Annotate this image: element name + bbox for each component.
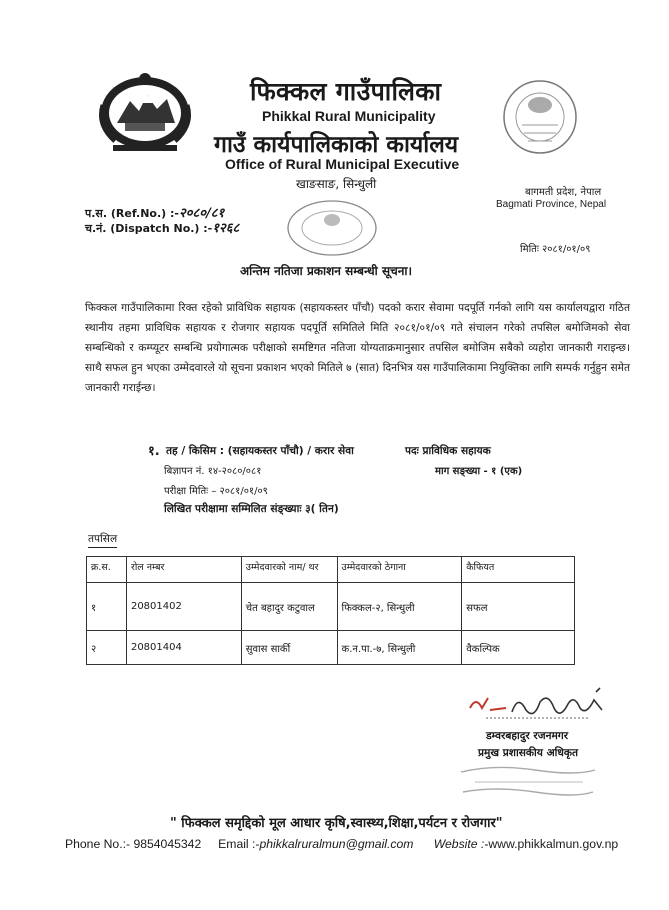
- name-cell: सुवास सार्की: [241, 631, 337, 665]
- municipality-title-np: फिक्कल गाउँपालिका: [250, 77, 442, 106]
- office-stamp-icon: [500, 75, 580, 165]
- serial-cell: १: [87, 583, 127, 631]
- header-remarks: कैफियत: [462, 557, 575, 583]
- exam-date: परीक्षा मितिः – २०८१/०१/०९: [164, 486, 268, 497]
- notice-body: फिक्कल गाउँपालिकामा रिक्त रहेको प्राविधिक सहायक (सहायकस्तर पाँचौ) पदको करार सेवामा पदपूर्ति गर्नको लागि यस कार्यालयद्वारा गठित स्थानीय तहमा प्राविधिक सहायक र रोजगार सहायक पदपूर्ति समितिले मिति २०८१/०१/०९ गते संचालन गरेको तपसिल बमोजिमको सेवा सम्बन्धिको र कम्प्यूटर सम्बन्धि प्रयोगात्मक परीक्षाको समष्टिगत नतिजा योग्यताक्रमानुसार तपसिल बमोजिम सबैको व्यहोरा जानकारी गराइन्छ। साथै सफल हुन भएका उम्मेदवारले यो सूचना प्रकाशन भएको मितिले ७ (सात) दिनभित्र यस गाउँपालिकामा नियुक्तिका लागि सम्पर्क गर्नुहुन समेत जानकारी गराईन्छ।: [85, 302, 630, 394]
- address-cell: फिक्कल-२, सिन्धुली: [337, 583, 462, 631]
- table-header-row: [87, 557, 575, 583]
- serial-cell: २: [87, 631, 127, 665]
- email-label: Email :-: [218, 837, 260, 851]
- website-url: www.phikkalmun.gov.np: [488, 837, 619, 851]
- phone-number: 9854045342: [133, 837, 202, 851]
- office-title-np: गाउँ कार्यपालिकाको कार्यालय: [214, 132, 459, 158]
- contact-footer: [65, 837, 618, 851]
- dispatch-number: [85, 218, 239, 236]
- notice-date: मितिः २०८१/०१/०९: [520, 244, 591, 255]
- nepal-emblem-icon: [95, 65, 195, 155]
- item-number: १.: [148, 444, 160, 459]
- roll-cell: 20801402: [126, 583, 241, 631]
- header-address: उम्मेदवारको ठेगाना: [337, 557, 462, 583]
- phone-label: Phone No.:-: [65, 837, 131, 851]
- dispatch-value: १२६८: [212, 221, 240, 236]
- province-en: Bagmati Province, Nepal: [496, 199, 607, 210]
- signer-name: डम्वरबहादुर रजनमगर: [486, 730, 569, 742]
- signature-stamp-icon: [455, 758, 600, 808]
- results-table: [86, 556, 575, 665]
- header-roll: रोल नम्बर: [126, 557, 241, 583]
- position-type: तह / किसिम : (सहायकस्तर पाँचौ) / करार सेवा: [166, 445, 354, 457]
- header-serial: क्र.स.: [87, 557, 127, 583]
- header-name: उम्मेदवारको नाम/ थर: [241, 557, 337, 583]
- office-title-en: Office of Rural Municipal Executive: [225, 156, 460, 172]
- advertisement-number: बिज्ञापन नं. १४-२०८०/०८१: [164, 466, 262, 477]
- notice-title: अन्तिम नतिजा प्रकाशन सम्बन्धी सूचना।: [240, 264, 413, 278]
- demand-count: माग सङ्ख्या - १ (एक): [435, 466, 523, 477]
- ref-label: प.स. (Ref.No.) :-: [85, 207, 179, 220]
- roll-cell: 20801404: [126, 631, 241, 665]
- email-address: phikkalruralmun@gmail.com: [259, 837, 414, 851]
- signature-icon: [468, 686, 618, 726]
- post-name: पदः प्राविधिक सहायक: [405, 445, 491, 457]
- ref-value: २०८०/८१: [178, 206, 225, 221]
- website-label: Website :-: [433, 837, 489, 851]
- dispatch-label: च.नं. (Dispatch No.) :-: [85, 222, 213, 235]
- table-row: [87, 583, 575, 631]
- remarks-cell: वैकल्पिक: [462, 631, 575, 665]
- address-cell: क.न.पा.-७, सिन्धुली: [337, 631, 462, 665]
- municipality-slogan: " फिक्कल समृद्दिको मूल आधार कृषि,स्वास्थ्य,शिक्षा,पर्यटन र रोजगार": [170, 816, 503, 831]
- tapasil-heading: तपसिल: [88, 532, 117, 548]
- municipality-title-en: Phikkal Rural Municipality: [262, 108, 436, 124]
- office-location: खाङसाङ, सिन्धुली: [296, 177, 377, 191]
- table-row: [87, 631, 575, 665]
- middle-stamp-icon: [285, 198, 380, 258]
- signer-role: प्रमुख प्रशासकीय अधिकृत: [478, 747, 579, 759]
- name-cell: चेत बहादुर कटुवाल: [241, 583, 337, 631]
- participant-count: लिखित परीक्षामा सम्मिलित संङ्ख्याः ३( तिन): [164, 503, 339, 515]
- province-np: बागमती प्रदेश, नेपाल: [525, 187, 602, 198]
- remarks-cell: सफल: [462, 583, 575, 631]
